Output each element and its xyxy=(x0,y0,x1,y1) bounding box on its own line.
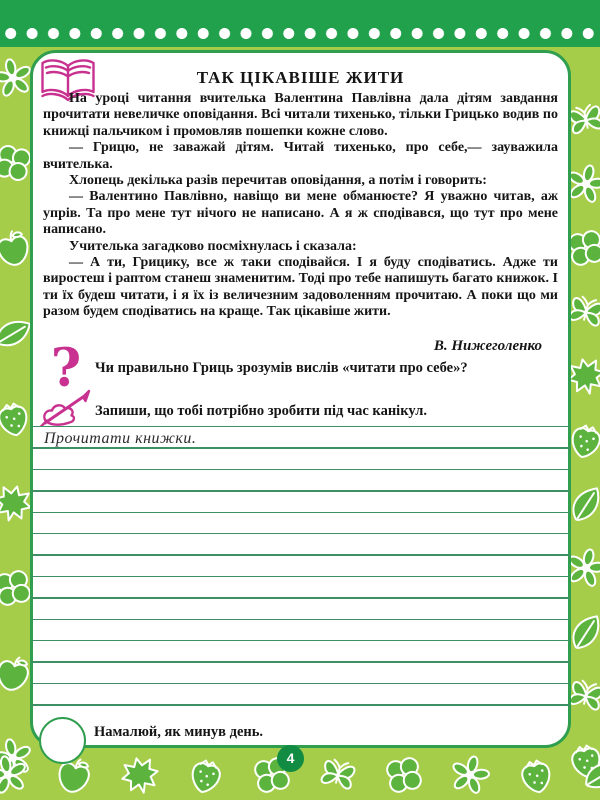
flower-icon xyxy=(446,751,494,799)
story-text xyxy=(43,91,558,321)
writing-line[interactable] xyxy=(31,704,570,705)
story-paragraph: Хлопець декілька разів перечитав оповідання, а потім і говорить: xyxy=(69,173,487,189)
strawberry-icon xyxy=(182,751,230,799)
writing-line[interactable] xyxy=(31,597,570,598)
write-task-text: Запиши, що тобі потрібно зробити під час канікул. xyxy=(95,403,427,419)
question-text: Чи правильно Гриць зрозумів вислів «читати про себе»? xyxy=(95,360,468,376)
butterfly-icon xyxy=(314,751,362,799)
writing-line[interactable] xyxy=(31,661,570,662)
writing-line[interactable] xyxy=(31,512,570,513)
writing-line[interactable] xyxy=(31,469,570,470)
writing-line[interactable] xyxy=(31,619,570,620)
writing-line[interactable] xyxy=(31,426,570,427)
story-paragraph: — А ти, Грицику, все ж таки сподівайся. І я буду сподіватись. Адже ти виростеш і раптом станеш знаменитим. Тоді про тебе напишуть багато книжок. І ти їх будеш читати, і я їх із величезним задоволенням прочитаю. А поки що ми разом будем сподіватись на краще. Так цікавіше жити. xyxy=(43,255,558,320)
writing-line[interactable] xyxy=(31,533,570,534)
handwritten-answer: Прочитати книжки. xyxy=(44,430,197,447)
draw-task-text: Намалюй, як минув день. xyxy=(94,724,264,740)
clover-icon xyxy=(380,751,427,798)
writing-line[interactable] xyxy=(31,490,570,491)
writing-line[interactable] xyxy=(31,576,570,577)
story-paragraph: — Грицю, не заважай дітям. Читай тихенько, про себе,— зауважила вчителька. xyxy=(43,140,558,172)
top-border-band xyxy=(0,0,600,47)
page-title: ТАК ЦІКАВІШЕ ЖИТИ xyxy=(196,68,405,87)
story-paragraph: Учителька загадково посміхнулась і сказала: xyxy=(69,238,357,254)
grapeleaf-icon xyxy=(116,751,163,798)
content-card xyxy=(30,50,571,748)
dots-pattern xyxy=(0,27,600,40)
story-author: В. Нижеголенко xyxy=(433,338,542,354)
writing-line[interactable] xyxy=(31,683,570,684)
story-paragraph: На уроці читання вчителька Валентина Павлівна дала дітям завдання прочитати невеличке оповідання. Всі читали тихенько, тільки Грицько водив по книжці пальчиком і промовляв пошепки кожне слово. xyxy=(43,91,558,139)
writing-pen-icon xyxy=(38,389,92,427)
strawberry-icon xyxy=(512,751,559,798)
question-mark-icon: ? xyxy=(50,338,82,399)
writing-line[interactable] xyxy=(31,640,570,641)
story-paragraph: — Валентино Павлівно, навіщо ви мене обманюєте? Я уважно читав, аж упрів. Та про мене тут нічого не написано. А я ж сподівався, що тут про мене написано. xyxy=(43,189,558,238)
draw-area-circle[interactable] xyxy=(39,717,86,764)
writing-lines xyxy=(31,426,570,708)
page-number-badge: 4 xyxy=(277,745,304,772)
writing-line[interactable] xyxy=(31,554,570,555)
